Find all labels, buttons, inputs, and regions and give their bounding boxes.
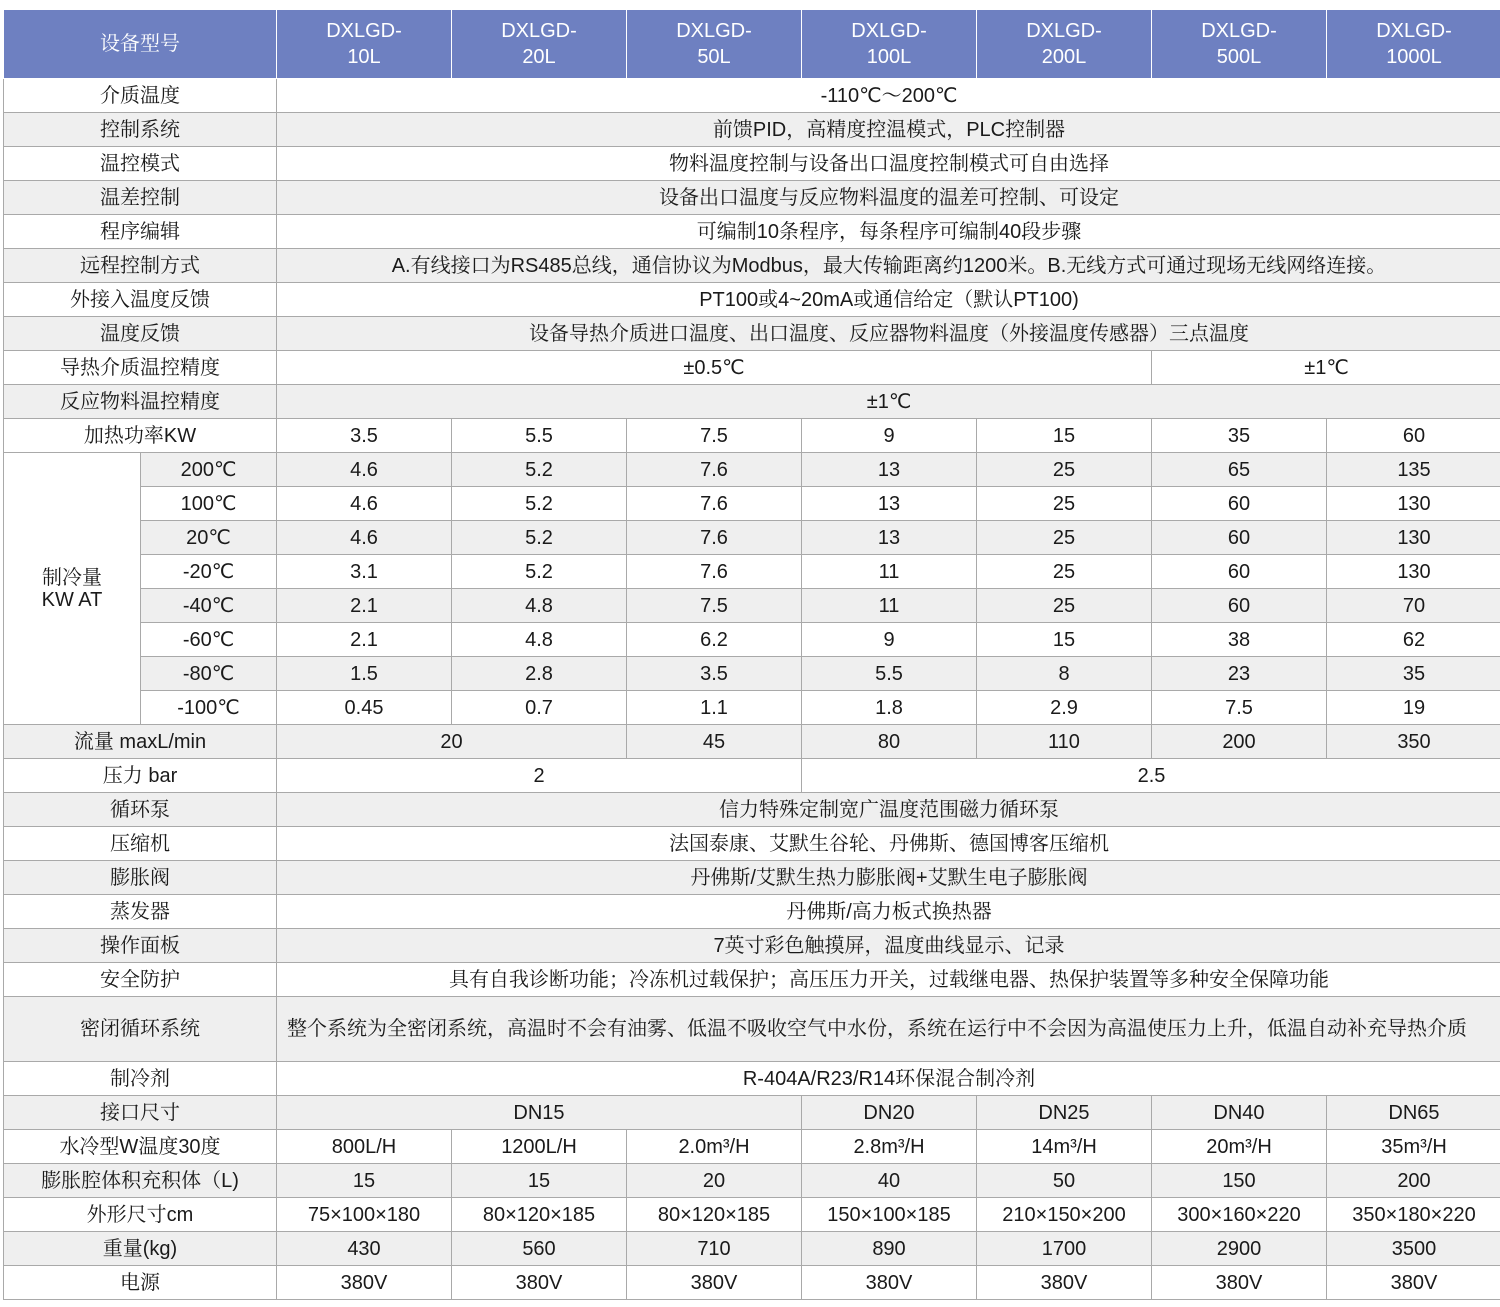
- row-temp-mode: [4, 147, 1500, 181]
- model-header: DXLGD- 1000L: [1327, 10, 1500, 79]
- table-cell: 11: [802, 589, 977, 623]
- table-cell: 35: [1152, 419, 1327, 453]
- table-cell: 380V: [1327, 1266, 1500, 1300]
- row-label: 压力 bar: [4, 759, 277, 793]
- row-weight: [4, 1232, 1500, 1266]
- row-cooling: [4, 589, 1500, 623]
- table-cell: 40: [802, 1164, 977, 1198]
- table-cell: 2.5: [802, 759, 1500, 793]
- table-cell: 890: [802, 1232, 977, 1266]
- row-value: 物料温度控制与设备出口温度控制模式可自由选择: [277, 147, 1500, 181]
- row-remote: [4, 249, 1500, 283]
- table-cell: 60: [1152, 487, 1327, 521]
- table-cell: 200: [1327, 1164, 1500, 1198]
- cooling-temp: -40℃: [141, 589, 277, 623]
- table-cell: 0.7: [452, 691, 627, 725]
- model-header: DXLGD- 100L: [802, 10, 977, 79]
- table-cell: 2.1: [277, 623, 452, 657]
- table-cell: 35m³/H: [1327, 1130, 1500, 1164]
- row-value: ±0.5℃: [277, 351, 1152, 385]
- row-label: 蒸发器: [4, 895, 277, 929]
- row-valve: [4, 861, 1500, 895]
- table-cell: 15: [977, 419, 1152, 453]
- table-cell: 60: [1152, 521, 1327, 555]
- row-value: R-404A/R23/R14环保混合制冷剂: [277, 1062, 1500, 1096]
- row-label: 加热功率KW: [4, 419, 277, 453]
- table-cell: 7.5: [1152, 691, 1327, 725]
- cooling-temp: -100℃: [141, 691, 277, 725]
- table-cell: 45: [627, 725, 802, 759]
- row-dimensions: [4, 1198, 1500, 1232]
- table-cell: 60: [1152, 555, 1327, 589]
- model-header: DXLGD- 500L: [1152, 10, 1327, 79]
- row-label: 安全防护: [4, 963, 277, 997]
- table-cell: DN65: [1327, 1096, 1500, 1130]
- table-cell: 9: [802, 623, 977, 657]
- table-cell: 4.6: [277, 521, 452, 555]
- model-header: DXLGD- 20L: [452, 10, 627, 79]
- model-header: DXLGD- 10L: [277, 10, 452, 79]
- row-evaporator: [4, 895, 1500, 929]
- table-cell: 75×100×180: [277, 1198, 452, 1232]
- row-material-precision: [4, 385, 1500, 419]
- table-cell: DN15: [277, 1096, 802, 1130]
- row-value: 设备出口温度与反应物料温度的温差可控制、可设定: [277, 181, 1500, 215]
- row-medium-temp: [4, 79, 1500, 113]
- table-cell: 130: [1327, 487, 1500, 521]
- row-label: 控制系统: [4, 113, 277, 147]
- table-cell: 350×180×220: [1327, 1198, 1500, 1232]
- cooling-temp: -80℃: [141, 657, 277, 691]
- model-header: DXLGD- 200L: [977, 10, 1152, 79]
- table-cell: 5.2: [452, 487, 627, 521]
- row-cooling: [4, 487, 1500, 521]
- row-control-system: [4, 113, 1500, 147]
- row-value: 7英寸彩色触摸屏，温度曲线显示、记录: [277, 929, 1500, 963]
- row-water: [4, 1130, 1500, 1164]
- table-cell: 1700: [977, 1232, 1152, 1266]
- table-cell: 20m³/H: [1152, 1130, 1327, 1164]
- table-cell: 3.5: [277, 419, 452, 453]
- table-cell: 130: [1327, 521, 1500, 555]
- table-cell: 9: [802, 419, 977, 453]
- row-medium-precision: [4, 351, 1500, 385]
- row-cooling: [4, 521, 1500, 555]
- table-cell: 3500: [1327, 1232, 1500, 1266]
- table-cell: 13: [802, 521, 977, 555]
- row-label: 膨胀阀: [4, 861, 277, 895]
- row-value: A.有线接口为RS485总线，通信协议为Modbus，最大传输距离约1200米。B.无线方式可通过现场无线网络连接。: [277, 249, 1500, 283]
- table-cell: 380V: [977, 1266, 1152, 1300]
- row-cooling: [4, 691, 1500, 725]
- row-value: ±1℃: [1152, 351, 1500, 385]
- header-row: [4, 10, 1500, 79]
- row-cooling: [4, 453, 1500, 487]
- table-cell: 4.8: [452, 589, 627, 623]
- row-label: 压缩机: [4, 827, 277, 861]
- table-cell: 15: [977, 623, 1152, 657]
- row-value: ±1℃: [277, 385, 1500, 419]
- table-cell: 1200L/H: [452, 1130, 627, 1164]
- table-cell: 210×150×200: [977, 1198, 1152, 1232]
- row-value: 可编制10条程序，每条程序可编制40段步骤: [277, 215, 1500, 249]
- row-value: 法国泰康、艾默生谷轮、丹佛斯、德国博客压缩机: [277, 827, 1500, 861]
- row-safety: [4, 963, 1500, 997]
- table-cell: 5.5: [452, 419, 627, 453]
- table-cell: 1.1: [627, 691, 802, 725]
- spec-table: [3, 9, 1500, 1300]
- row-panel: [4, 929, 1500, 963]
- table-cell: 7.6: [627, 521, 802, 555]
- table-cell: 60: [1327, 419, 1500, 453]
- table-cell: 11: [802, 555, 977, 589]
- row-value: 丹佛斯/高力板式换热器: [277, 895, 1500, 929]
- table-cell: 2.1: [277, 589, 452, 623]
- row-label: 反应物料温控精度: [4, 385, 277, 419]
- table-cell: 4.6: [277, 453, 452, 487]
- row-heating: [4, 419, 1500, 453]
- row-label: 温差控制: [4, 181, 277, 215]
- table-cell: 13: [802, 487, 977, 521]
- row-power: [4, 1266, 1500, 1300]
- row-label: 流量 maxL/min: [4, 725, 277, 759]
- table-cell: 80×120×185: [452, 1198, 627, 1232]
- row-label: 操作面板: [4, 929, 277, 963]
- cooling-temp: 100℃: [141, 487, 277, 521]
- table-cell: 1.8: [802, 691, 977, 725]
- table-cell: 800L/H: [277, 1130, 452, 1164]
- cooling-temp: -20℃: [141, 555, 277, 589]
- row-port: [4, 1096, 1500, 1130]
- row-label: 外形尺寸cm: [4, 1198, 277, 1232]
- cooling-temp: 20℃: [141, 521, 277, 555]
- table-cell: 150: [1152, 1164, 1327, 1198]
- table-cell: 710: [627, 1232, 802, 1266]
- table-cell: 38: [1152, 623, 1327, 657]
- row-label: 外接入温度反馈: [4, 283, 277, 317]
- row-expansion: [4, 1164, 1500, 1198]
- table-cell: 7.6: [627, 555, 802, 589]
- table-cell: 2.8: [452, 657, 627, 691]
- table-cell: 5.2: [452, 453, 627, 487]
- cooling-label: 制冷量 KW AT: [4, 453, 141, 725]
- table-cell: 25: [977, 487, 1152, 521]
- table-cell: 0.45: [277, 691, 452, 725]
- table-cell: 13: [802, 453, 977, 487]
- row-cooling: [4, 657, 1500, 691]
- row-label: 电源: [4, 1266, 277, 1300]
- table-cell: 380V: [1152, 1266, 1327, 1300]
- table-cell: 5.2: [452, 555, 627, 589]
- row-label: 水冷型W温度30度: [4, 1130, 277, 1164]
- cooling-temp: -60℃: [141, 623, 277, 657]
- table-cell: 380V: [277, 1266, 452, 1300]
- row-label: 循环泵: [4, 793, 277, 827]
- table-cell: 4.6: [277, 487, 452, 521]
- row-value: PT100或4~20mA或通信给定（默认PT100): [277, 283, 1500, 317]
- row-value: 具有自我诊断功能；冷冻机过载保护；高压压力开关，过载继电器、热保护装置等多种安全保障功能: [277, 963, 1500, 997]
- table-cell: 35: [1327, 657, 1500, 691]
- row-value: 丹佛斯/艾默生热力膨胀阀+艾默生电子膨胀阀: [277, 861, 1500, 895]
- table-cell: 25: [977, 521, 1152, 555]
- table-cell: 6.2: [627, 623, 802, 657]
- table-cell: 380V: [452, 1266, 627, 1300]
- table-cell: 62: [1327, 623, 1500, 657]
- row-value: 设备导热介质进口温度、出口温度、反应器物料温度（外接温度传感器）三点温度: [277, 317, 1500, 351]
- table-cell: 380V: [627, 1266, 802, 1300]
- row-refrigerant: [4, 1062, 1500, 1096]
- row-label: 膨胀腔体积充积体（L): [4, 1164, 277, 1198]
- table-cell: 150×100×185: [802, 1198, 977, 1232]
- row-label: 温控模式: [4, 147, 277, 181]
- table-cell: 20: [277, 725, 627, 759]
- table-cell: 350: [1327, 725, 1500, 759]
- row-program: [4, 215, 1500, 249]
- table-cell: 80: [802, 725, 977, 759]
- table-cell: DN40: [1152, 1096, 1327, 1130]
- table-cell: 560: [452, 1232, 627, 1266]
- row-label: 重量(kg): [4, 1232, 277, 1266]
- table-cell: 5.2: [452, 521, 627, 555]
- row-flow: [4, 725, 1500, 759]
- table-cell: 110: [977, 725, 1152, 759]
- table-cell: DN20: [802, 1096, 977, 1130]
- table-cell: 430: [277, 1232, 452, 1266]
- row-cooling: [4, 555, 1500, 589]
- row-label: 密闭循环系统: [4, 997, 277, 1062]
- table-cell: 7.6: [627, 453, 802, 487]
- table-cell: 20: [627, 1164, 802, 1198]
- table-cell: 23: [1152, 657, 1327, 691]
- row-value: 整个系统为全密闭系统，高温时不会有油雾、低温不吸收空气中水份，系统在运行中不会因为高温使压力上升，低温自动补充导热介质: [277, 997, 1500, 1062]
- model-header-label: 设备型号: [4, 10, 277, 79]
- row-label: 温度反馈: [4, 317, 277, 351]
- row-feedback: [4, 317, 1500, 351]
- table-cell: 380V: [802, 1266, 977, 1300]
- table-cell: 25: [977, 555, 1152, 589]
- table-cell: 2900: [1152, 1232, 1327, 1266]
- table-cell: 2: [277, 759, 802, 793]
- table-cell: 19: [1327, 691, 1500, 725]
- table-cell: 7.5: [627, 419, 802, 453]
- row-value: 信力特殊定制宽广温度范围磁力循环泵: [277, 793, 1500, 827]
- table-cell: 4.8: [452, 623, 627, 657]
- table-cell: 3.5: [627, 657, 802, 691]
- table-cell: 7.6: [627, 487, 802, 521]
- table-cell: 1.5: [277, 657, 452, 691]
- table-cell: 2.0m³/H: [627, 1130, 802, 1164]
- row-label: 导热介质温控精度: [4, 351, 277, 385]
- cooling-temp: 200℃: [141, 453, 277, 487]
- table-cell: 300×160×220: [1152, 1198, 1327, 1232]
- table-cell: 7.5: [627, 589, 802, 623]
- table-cell: 2.9: [977, 691, 1152, 725]
- row-label: 程序编辑: [4, 215, 277, 249]
- row-label: 接口尺寸: [4, 1096, 277, 1130]
- table-cell: 65: [1152, 453, 1327, 487]
- table-cell: 14m³/H: [977, 1130, 1152, 1164]
- table-cell: 15: [277, 1164, 452, 1198]
- table-cell: 70: [1327, 589, 1500, 623]
- table-cell: 80×120×185: [627, 1198, 802, 1232]
- table-cell: 60: [1152, 589, 1327, 623]
- row-compressor: [4, 827, 1500, 861]
- row-label: 制冷剂: [4, 1062, 277, 1096]
- row-closed-loop: [4, 997, 1500, 1062]
- table-cell: 200: [1152, 725, 1327, 759]
- row-cooling: [4, 623, 1500, 657]
- table-cell: 15: [452, 1164, 627, 1198]
- row-temp-diff: [4, 181, 1500, 215]
- table-cell: 25: [977, 589, 1152, 623]
- table-cell: DN25: [977, 1096, 1152, 1130]
- table-cell: 135: [1327, 453, 1500, 487]
- row-label: 远程控制方式: [4, 249, 277, 283]
- row-ext-feedback: [4, 283, 1500, 317]
- model-header: DXLGD- 50L: [627, 10, 802, 79]
- row-value: 前馈PID，高精度控温模式，PLC控制器: [277, 113, 1500, 147]
- row-pressure: [4, 759, 1500, 793]
- row-label: 介质温度: [4, 79, 277, 113]
- row-value: -110℃～200℃: [277, 79, 1500, 113]
- table-cell: 50: [977, 1164, 1152, 1198]
- table-cell: 130: [1327, 555, 1500, 589]
- table-cell: 3.1: [277, 555, 452, 589]
- table-cell: 8: [977, 657, 1152, 691]
- row-pump: [4, 793, 1500, 827]
- table-cell: 25: [977, 453, 1152, 487]
- table-cell: 2.8m³/H: [802, 1130, 977, 1164]
- table-cell: 5.5: [802, 657, 977, 691]
